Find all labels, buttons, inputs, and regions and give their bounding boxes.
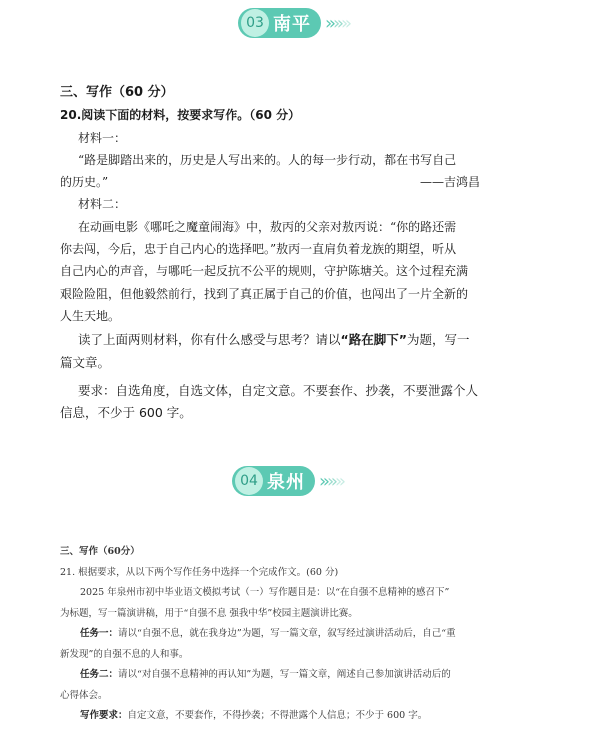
badge-number: 03 bbox=[241, 9, 269, 37]
section-heading: 三、写作（60 分） bbox=[60, 85, 174, 100]
badge-title: 泉州 bbox=[267, 472, 305, 493]
intro-line: 2025 年泉州市初中毕业语文模拟考试（一）写作题目是：以“在自强不息精神的感召下” bbox=[80, 587, 450, 598]
requirement-line: 信息，不少于 600 字。 bbox=[60, 405, 192, 421]
material-one-line bbox=[60, 171, 540, 193]
badge-number: 04 bbox=[235, 467, 263, 495]
task-one-label: 任务一： bbox=[80, 628, 119, 639]
badge-pill bbox=[232, 466, 315, 496]
task-one-line: 新发现”的自强不息的人和事。 bbox=[60, 648, 189, 660]
material-two-line: 自己内心的声音，与哪吒一起反抗不公平的规则，守护陈塘关。这个过程充满 bbox=[60, 264, 469, 279]
question-line: 20.阅读下面的材料，按要求写作。（60 分） bbox=[60, 108, 301, 123]
task-two-line: 心得体会。 bbox=[60, 689, 108, 701]
task-two-line bbox=[60, 665, 560, 686]
nanping-writing-section bbox=[60, 82, 540, 424]
chevron-right-icon: »»» bbox=[325, 12, 350, 34]
section-badge-nanping bbox=[238, 8, 349, 38]
intro-line: 为标题，写一篇演讲稿，用于“自强不息 强我中华”校园主题演讲比赛。 bbox=[60, 607, 358, 619]
badge-title: 南平 bbox=[273, 14, 311, 35]
section-badge-quanzhou bbox=[232, 466, 343, 496]
requirement-label: 写作要求： bbox=[80, 710, 128, 721]
task-two-text: 请以“对自强不息精神的再认知”为题，写一篇文章，阐述自己参加演讲活动后的 bbox=[118, 669, 451, 680]
task-line: 篇文章。 bbox=[60, 354, 111, 370]
task-keyword: “路在脚下” bbox=[340, 332, 407, 348]
material-one-text: 的历史。” bbox=[60, 175, 109, 190]
quanzhou-writing-section bbox=[60, 542, 560, 727]
requirement-line: 要求：自选角度，自选文体，自定文意。不要套作、抄袭，不要泄露个人 bbox=[78, 382, 479, 398]
question-line: 21. 根据要求，从以下两个写作任务中选择一个完成作文。(60 分) bbox=[60, 566, 339, 578]
material-two-line: 艰险险阻，但他毅然前行，找到了真正属于自己的价值，也闯出了一片全新的 bbox=[60, 286, 469, 301]
task-one-text: 请以“自强不息，就在我身边”为题，写一篇文章，叙写经过演讲活动后，自己“重 bbox=[118, 628, 456, 639]
material-two-line: 在动画电影《哪吒之魔童闹海》中，敖丙的父亲对敖丙说：“你的路还需 bbox=[78, 219, 457, 234]
task-text: 读了上面两则材料，你有什么感受与思考？请以 bbox=[78, 332, 341, 348]
material-two-label: 材料二： bbox=[78, 197, 127, 212]
quote-author: ——吉鸿昌 bbox=[419, 175, 480, 190]
material-one-line: “路是脚踏出来的，历史是人写出来的。人的每一步行动，都在书写自己 bbox=[78, 152, 457, 167]
material-two-line: 你去闯，今后，忠于自己内心的选择吧。”敖丙一直肩负着龙族的期望，听从 bbox=[60, 242, 457, 257]
section-heading: 三、写作（60分） bbox=[60, 546, 140, 557]
badge-pill bbox=[238, 8, 321, 38]
material-two-line: 人生天地。 bbox=[60, 308, 121, 323]
task-one-line bbox=[60, 624, 560, 645]
material-one-label: 材料一： bbox=[78, 130, 127, 145]
requirement-text: 自定文意，不要套作，不得抄袭；不得泄露个人信息；不少于 600 字。 bbox=[127, 710, 428, 721]
task-line bbox=[60, 329, 540, 351]
chevron-right-icon: »»» bbox=[319, 470, 344, 492]
task-text: 为题，写一 bbox=[406, 332, 470, 348]
requirement-line bbox=[60, 706, 560, 727]
task-two-label: 任务二： bbox=[80, 669, 119, 680]
